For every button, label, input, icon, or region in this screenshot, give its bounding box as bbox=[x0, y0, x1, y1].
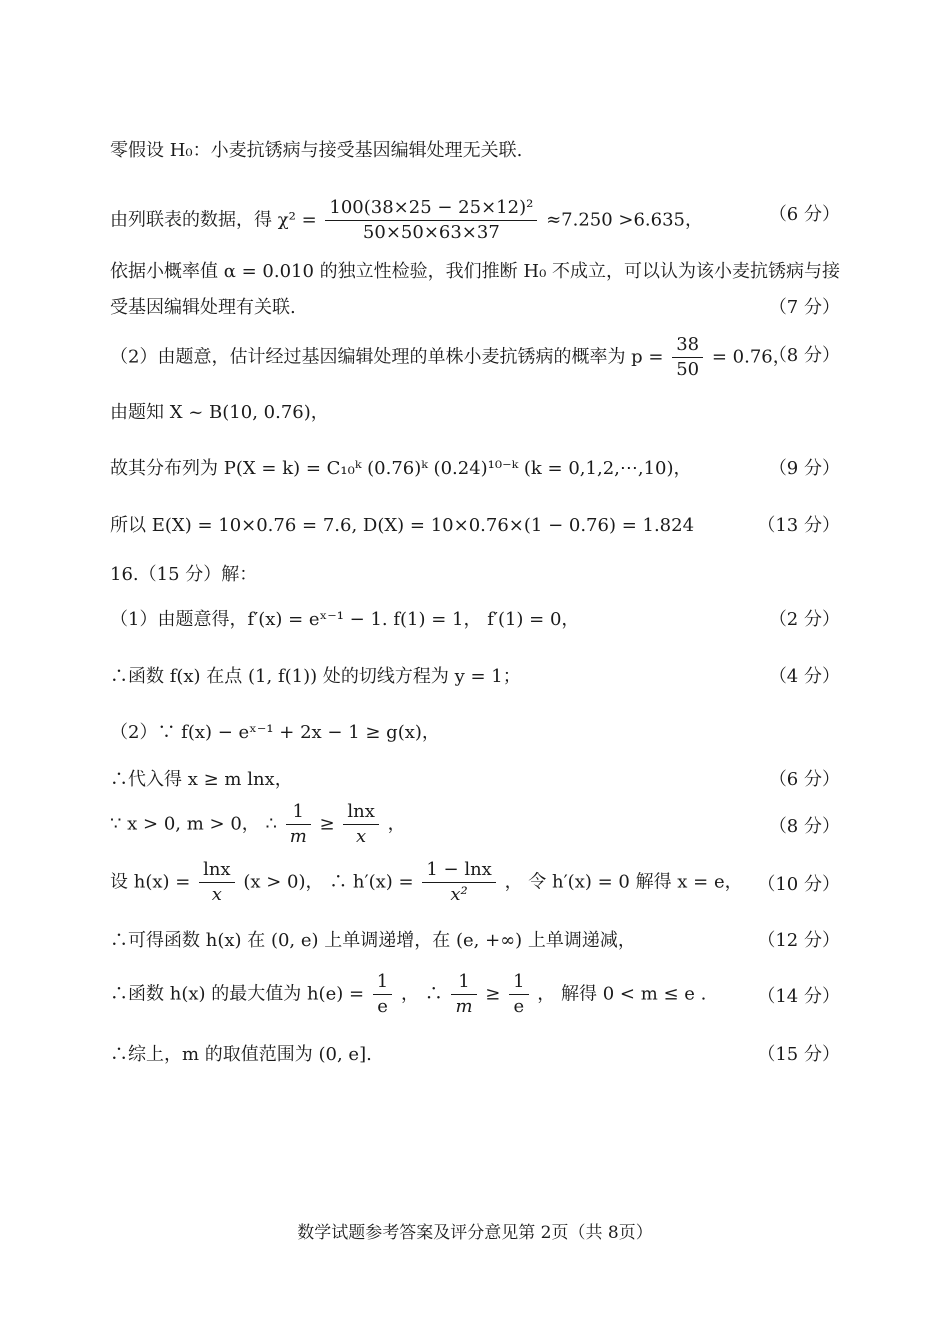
fraction-numerator: 1 bbox=[373, 972, 392, 995]
page-footer: 数学试题参考答案及评分意见第 2页（共 8页） bbox=[297, 1223, 653, 1243]
fraction-numerator: lnx bbox=[199, 860, 235, 883]
fraction-one-over-m bbox=[451, 972, 476, 1017]
line-prefix: （2）由题意，估计经过基因编辑处理的单株小麦抗锈病的概率为 p = bbox=[110, 346, 664, 368]
fraction-numerator: 100(38×25 − 25×12)² bbox=[325, 198, 537, 221]
line-middle: ， ∴ bbox=[400, 983, 443, 1005]
fraction-denominator: x² bbox=[450, 883, 468, 905]
fraction-one-over-e bbox=[373, 972, 392, 1017]
score-label: （4 分） bbox=[768, 666, 840, 687]
line-text: （2）∵ f(x) − eˣ⁻¹ + 2x − 1 ≥ g(x)， bbox=[110, 722, 440, 743]
line-prefix: ∵ x > 0, m > 0， ∴ bbox=[110, 813, 277, 835]
score-label: （14 分） bbox=[757, 986, 840, 1007]
fraction-numerator: 1 bbox=[286, 802, 311, 825]
fraction-numerator: 38 bbox=[672, 335, 703, 358]
score-label: （6 分） bbox=[768, 204, 840, 225]
fraction-denominator: e bbox=[513, 995, 525, 1017]
answer-line-5 bbox=[110, 333, 840, 383]
line-text: 由题知 X ~ B(10, 0.76)， bbox=[110, 402, 329, 423]
line-text: （1）由题意得，f′(x) = eˣ⁻¹ − 1. f(1) = 1， f′(1) = 0， bbox=[110, 609, 580, 630]
fraction-denominator: m bbox=[289, 825, 307, 847]
fraction-derivative bbox=[422, 860, 495, 905]
line-suffix: ， bbox=[387, 813, 406, 835]
answer-line-17 bbox=[110, 972, 840, 1022]
score-label: （2 分） bbox=[768, 609, 840, 630]
line-prefix: 由列联表的数据，得 χ² = bbox=[110, 209, 317, 231]
line-text: 依据小概率值 α = 0.010 的独立性检验，我们推断 H₀ 不成立，可以认为该小麦抗锈病与接 bbox=[110, 261, 841, 282]
line-text: 16.（15 分）解： bbox=[110, 564, 258, 585]
line-suffix: = 0.76， bbox=[711, 346, 791, 368]
fraction-denominator: m bbox=[455, 995, 473, 1017]
answer-line-14 bbox=[110, 802, 840, 852]
fraction-one-over-e-2 bbox=[509, 972, 528, 1017]
fraction-numerator: 1 bbox=[451, 972, 476, 995]
line-suffix: ， 解得 0 < m ≤ e . bbox=[537, 983, 707, 1005]
fraction-numerator: lnx bbox=[343, 802, 379, 825]
inequality-sign: ≥ bbox=[485, 983, 501, 1005]
line-middle: (x > 0)， ∴ h′(x) = bbox=[243, 871, 414, 893]
fraction-denominator: 50×50×63×37 bbox=[362, 221, 500, 243]
fraction-denominator: e bbox=[377, 995, 388, 1017]
line-prefix: ∴函数 h(x) 的最大值为 h(e) = bbox=[110, 983, 365, 1005]
fraction-lnx-over-x bbox=[343, 802, 379, 847]
score-label: （6 分） bbox=[768, 769, 840, 790]
score-label: （8 分） bbox=[768, 345, 840, 366]
line-text: 所以 E(X) = 10×0.76 = 7.6, D(X) = 10×0.76×(1 − 0.76) = 1.824 bbox=[110, 515, 695, 536]
line-prefix: 设 h(x) = bbox=[110, 871, 191, 893]
score-label: （13 分） bbox=[757, 515, 840, 536]
fraction-denominator: x bbox=[211, 883, 222, 905]
answer-line-2 bbox=[110, 190, 840, 243]
line-text: 故其分布列为 P(X = k) = C₁₀ᵏ (0.76)ᵏ (0.24)¹⁰⁻ᵏ (k = 0,1,2,⋯,10)， bbox=[110, 458, 692, 479]
inequality-sign: ≥ bbox=[319, 813, 335, 835]
line-suffix: ≈7.250 >6.635， bbox=[546, 209, 704, 231]
fraction-h-of-x bbox=[199, 860, 235, 905]
score-label: （9 分） bbox=[768, 458, 840, 479]
fraction-numerator: 1 − lnx bbox=[422, 860, 495, 883]
fraction-one-over-m bbox=[286, 802, 311, 847]
line-text: 零假设 H₀：小麦抗锈病与接受基因编辑处理无关联. bbox=[110, 140, 523, 161]
line-text: ∴函数 f(x) 在点 (1, f(1)) 处的切线方程为 y = 1； bbox=[110, 666, 521, 687]
fraction-denominator: 50 bbox=[676, 358, 700, 380]
line-suffix: ， 令 h′(x) = 0 解得 x = e， bbox=[504, 871, 743, 893]
line-text: ∴可得函数 h(x) 在 (0, e) 上单调递增，在 (e, +∞) 上单调递减， bbox=[110, 930, 636, 951]
score-label: （8 分） bbox=[768, 816, 840, 837]
line-text: 受基因编辑处理有关联. bbox=[110, 297, 296, 318]
score-label: （12 分） bbox=[757, 930, 840, 951]
line-text: ∴综上，m 的取值范围为 (0, e]. bbox=[110, 1044, 372, 1065]
line-text: ∴代入得 x ≥ m lnx， bbox=[110, 769, 293, 790]
fraction-numerator: 1 bbox=[509, 972, 528, 995]
score-label: （15 分） bbox=[757, 1044, 840, 1065]
fraction-denominator: x bbox=[356, 825, 367, 847]
score-label: （10 分） bbox=[757, 874, 840, 895]
probability-fraction bbox=[672, 335, 703, 380]
answer-line-15 bbox=[110, 860, 840, 910]
chi-square-fraction bbox=[325, 198, 537, 243]
score-label: （7 分） bbox=[768, 297, 840, 318]
